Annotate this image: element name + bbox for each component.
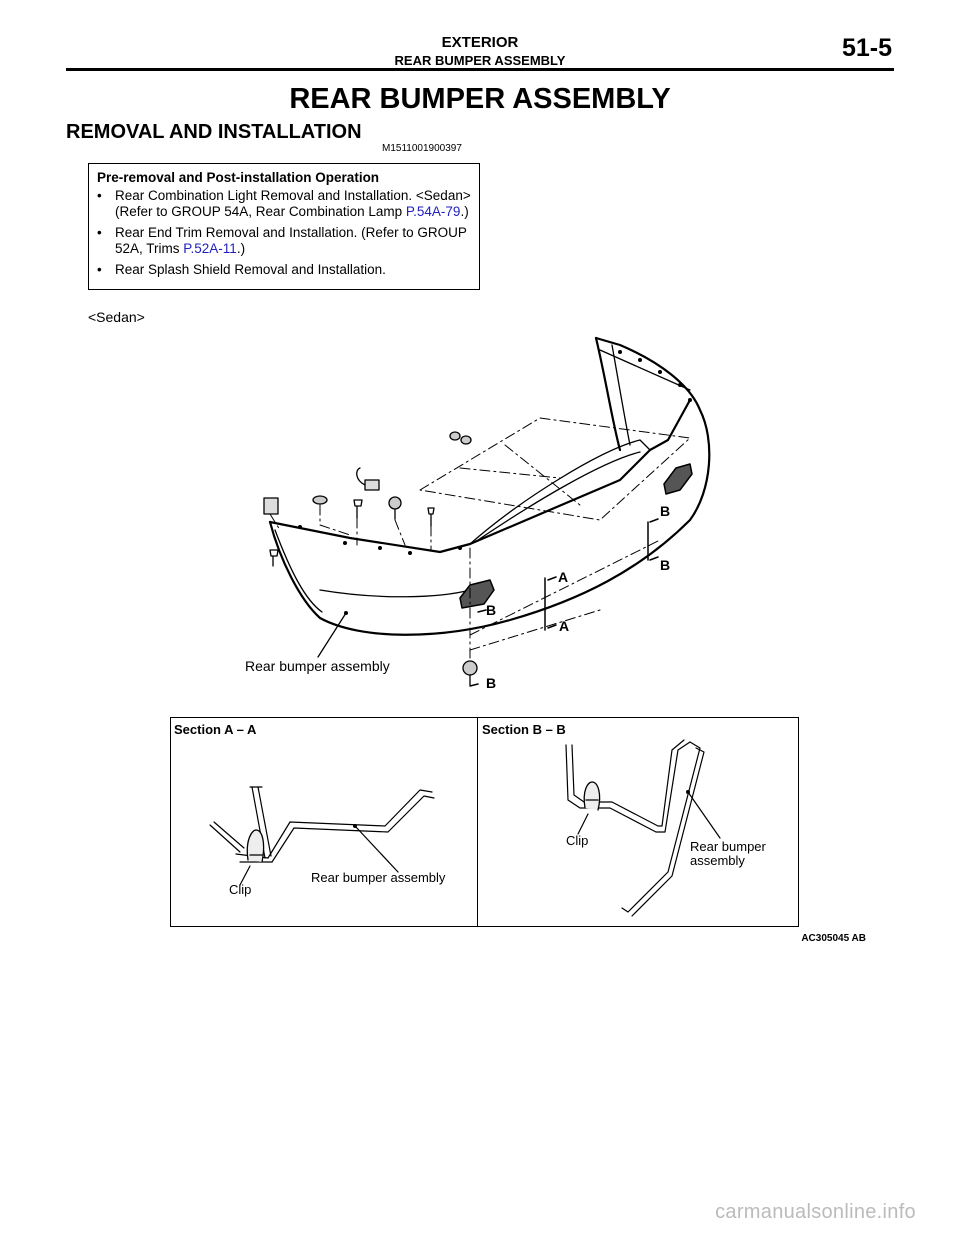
section-b-part-label-2: assembly — [690, 853, 745, 868]
marker-b-right: B — [660, 557, 671, 573]
bullet-icon: • — [97, 262, 102, 277]
list-item-tail: .) — [236, 241, 246, 256]
section-b-part-leader — [688, 792, 720, 838]
fastener-icons — [264, 432, 477, 685]
header-section: EXTERIOR — [441, 34, 519, 51]
page-number: 51-5 — [841, 34, 892, 62]
list-item — [97, 225, 471, 257]
list-item — [97, 188, 471, 220]
section-a-clip-label: Clip — [229, 882, 252, 897]
page-title: REAR BUMPER ASSEMBLY — [289, 83, 671, 115]
header-subsection: REAR BUMPER ASSEMBLY — [394, 53, 566, 68]
marker-b-upper: B — [660, 503, 671, 519]
callout-rear-bumper: Rear bumper assembly — [245, 658, 390, 674]
section-b-title: Section B – B — [482, 722, 566, 737]
clip-icon — [247, 830, 263, 862]
bullet-icon: • — [97, 225, 102, 240]
reference-link[interactable]: P.52A-11 — [183, 241, 237, 256]
section-a-part-leader — [355, 826, 398, 872]
marker-a-upper: A — [558, 569, 569, 585]
callout-dot — [686, 790, 690, 794]
marker-b-lower: B — [486, 675, 497, 691]
callout-dot — [344, 611, 348, 615]
trunk-floor-outline — [420, 418, 690, 520]
list-item-text: Rear Splash Shield Removal and Installation. — [115, 262, 386, 277]
section-b-profile — [566, 740, 704, 916]
section-a-part-label: Rear bumper assembly — [311, 870, 446, 885]
pre-removal-box — [88, 163, 480, 290]
section-b-clip-leader — [578, 814, 588, 834]
callout-dot — [353, 824, 357, 828]
marker-b-reflector: B — [486, 602, 497, 618]
section-a-title: Section A – A — [174, 722, 257, 737]
list-item-text: Rear End Trim Removal and Installation. (Refer to GROUP 52A, Trims — [115, 225, 467, 256]
bumper-exploded-diagram — [0, 320, 960, 700]
pre-removal-heading: Pre-removal and Post-installation Operation — [97, 170, 380, 185]
header-rule — [66, 68, 894, 71]
document-id: M1511001900397 — [382, 143, 462, 154]
section-heading: REMOVAL AND INSTALLATION — [66, 121, 362, 143]
variant-label: <Sedan> — [88, 309, 145, 325]
assembly-leader-lines — [270, 505, 660, 660]
section-b-part-label-1: Rear bumper — [690, 839, 766, 854]
footer-watermark: carmanualsonline.info — [715, 1201, 916, 1223]
reflector-icon — [460, 464, 692, 608]
section-views — [170, 717, 799, 927]
clip-icon — [584, 782, 599, 810]
section-a-profile — [210, 787, 434, 862]
section-b-clip-label: Clip — [566, 833, 589, 848]
section-markers — [486, 503, 670, 691]
list-item-tail: .) — [460, 204, 469, 219]
bumper-inner-lines — [275, 345, 690, 612]
list-item-text: Rear Combination Light Removal and Installation. <Sedan> (Refer to GROUP 54A, Rear Combination Lamp — [115, 188, 471, 219]
reference-link[interactable]: P.54A-79 — [405, 204, 461, 219]
figure-code: AC305045 AB — [801, 933, 866, 944]
bullet-icon: • — [97, 188, 102, 203]
pre-removal-list — [97, 188, 471, 278]
marker-a-lower: A — [559, 618, 570, 634]
list-item — [97, 262, 471, 278]
